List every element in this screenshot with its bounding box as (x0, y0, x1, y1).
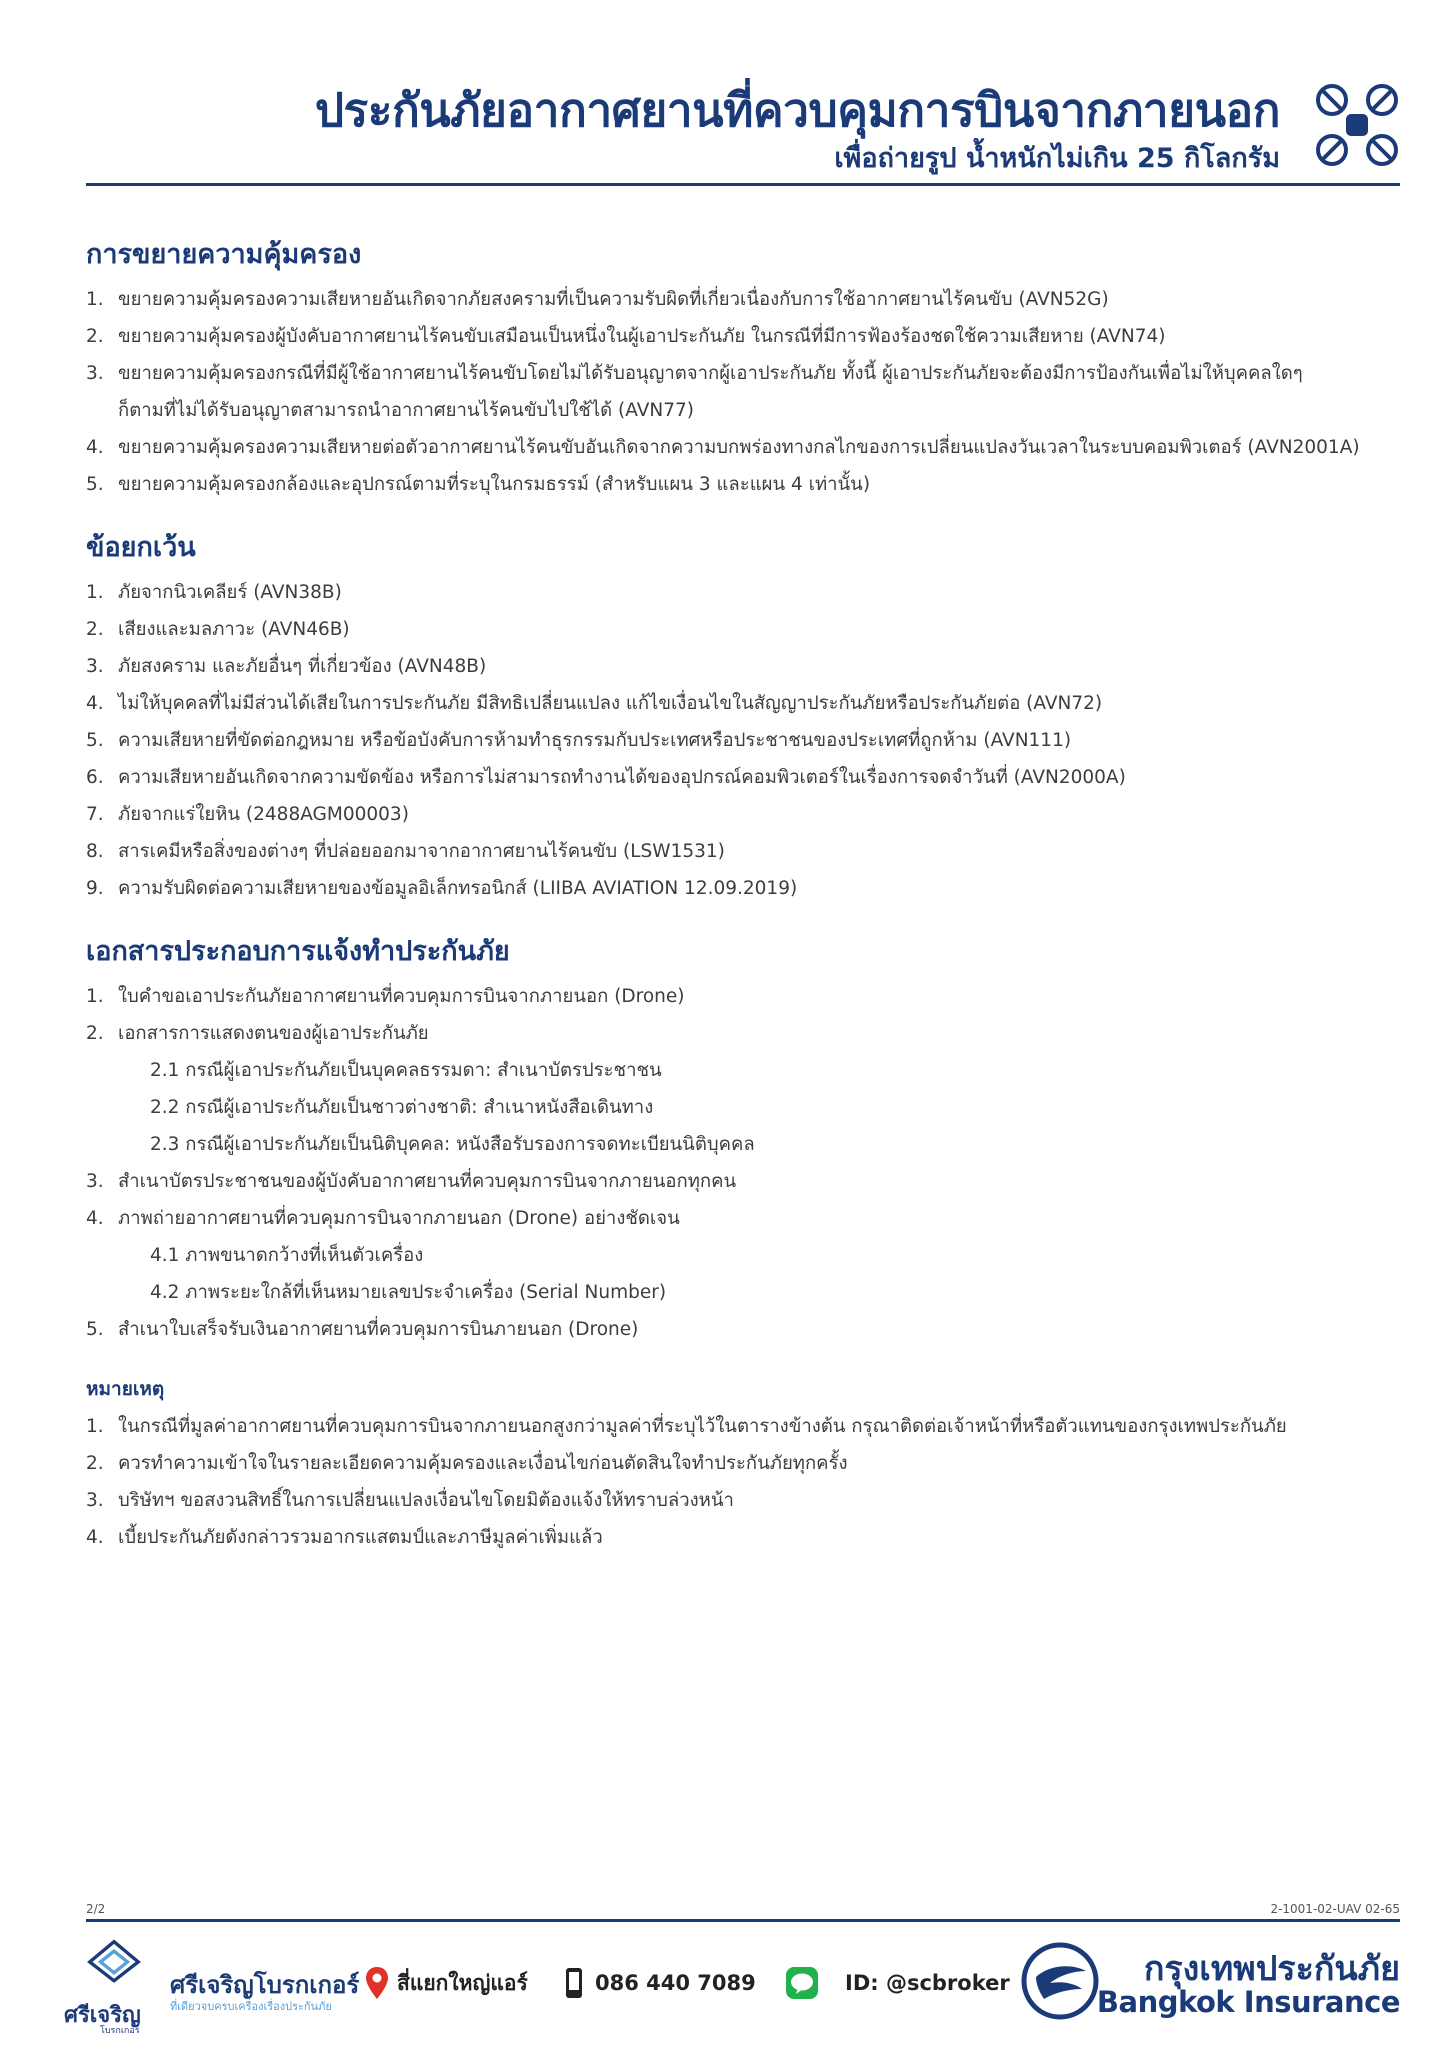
bangkok-insurance-thai-name: กรุงเทพประกันภัย (1143, 1949, 1400, 1989)
section-title-exclusions: ข้อยกเว้น (86, 532, 196, 563)
footer (60, 1935, 1400, 2035)
list-item: 2. ควรทำความเข้าใจในรายละเอียดความคุ้มครองและเงื่อนไขก่อนตัดสินใจทำประกันภัยทุกครั้ง (86, 1453, 848, 1474)
document-code: 2-1001-02-UAV 02-65 (1270, 1902, 1400, 1916)
bangkok-insurance-logo-icon (1020, 1941, 1100, 2021)
footer-meta (86, 1900, 1400, 1922)
sc-broker-logo-text: ศรีเจริญ (64, 2003, 141, 2028)
sc-broker-logo-subtext: โบรกเกอร์ (100, 2026, 140, 2036)
list-item: 4. ขยายความคุ้มครองความเสียหายต่อตัวอากาศยานไร้คนขับอันเกิดจากความบกพร่องทางกลไกของการเปลี่ยนแปลงวันเวลาในระบบคอมพิวเตอร์ (AVN2001A) (86, 437, 1360, 458)
list-item: 1. ภัยจากนิวเคลียร์ (AVN38B) (86, 582, 342, 603)
page-subtitle: เพื่อถ่ายรูป น้ำหนักไม่เกิน 25 กิโลกรัม (834, 143, 1280, 174)
exclusions-section (86, 525, 1400, 907)
documents-section (86, 929, 1400, 1348)
list-item: 5. สำเนาใบเสร็จรับเงินอากาศยานที่ควบคุมการบินภายนอก (Drone) (86, 1319, 639, 1340)
list-item: 3. บริษัทฯ ขอสงวนสิทธิ์ในการเปลี่ยนแปลงเงื่อนไขโดยมิต้องแจ้งให้ทราบล่วงหน้า (86, 1490, 734, 1511)
section-title-extension: การขยายความคุ้มครอง (86, 239, 362, 270)
sub-list-item: 2.3 กรณีผู้เอาประกันภัยเป็นนิติบุคคล: หนังสือรับรองการจดทะเบียนนิติบุคคล (150, 1134, 755, 1155)
location-pin-icon (365, 1966, 389, 2000)
list-item: 7. ภัยจากแร่ใยหิน (2488AGM00003) (86, 804, 409, 825)
sc-broker-slogan: ที่เดียวจบครบเครื่องเรื่องประกันภัย (170, 2000, 332, 2013)
list-item: 8. สารเคมีหรือสิ่งของต่างๆ ที่ปล่อยออกมาจากอากาศยานไร้คนขับ (LSW1531) (86, 841, 725, 862)
line-id: ID: @scbroker (845, 1971, 1010, 1995)
list-item: 9. ความรับผิดต่อความเสียหายของข้อมูลอิเล็กทรอนิกส์ (LIIBA AVIATION 12.09.2019) (86, 878, 798, 899)
sc-broker-name: ศรีเจริญโบรกเกอร์ (170, 1971, 360, 1999)
list-item: 4. เบี้ยประกันภัยดังกล่าวรวมอากรแสตมป์และภาษีมูลค่าเพิ่มแล้ว (86, 1527, 603, 1548)
list-item: 2. ขยายความคุ้มครองผู้บังคับอากาศยานไร้คนขับเสมือนเป็นหนึ่งในผู้เอาประกันภัย ในกรณีที่มีการฟ้องร้องชดใช้ความเสียหาย (AVN74) (86, 326, 1166, 347)
list-item: 1. ใบคำขอเอาประกันภัยอากาศยานที่ควบคุมการบินจากภายนอก (Drone) (86, 986, 685, 1007)
sub-list-item: 4.1 ภาพขนาดกว้างที่เห็นตัวเครื่อง (150, 1245, 424, 1266)
line-app-icon (785, 1966, 819, 2000)
phone-number: 086 440 7089 (595, 1971, 756, 1995)
bangkok-insurance-english-name: Bangkok Insurance (1096, 1985, 1400, 2019)
list-item: 2. เอกสารการแสดงตนของผู้เอาประกันภัย (86, 1023, 429, 1044)
drone-icon (1314, 82, 1400, 168)
page-title: ประกันภัยอากาศยานที่ควบคุมการบินจากภายนอก (314, 83, 1280, 137)
line-contact[interactable] (785, 1965, 1010, 2001)
document-body (86, 232, 1400, 1556)
list-item: 2. เสียงและมลภาวะ (AVN46B) (86, 619, 350, 640)
list-item: 6. ความเสียหายอันเกิดจากความขัดข้อง หรือการไม่สามารถทำงานได้ของอุปกรณ์คอมพิวเตอร์ในเรื่องการจดจำวันที่ (AVN2000A) (86, 767, 1126, 788)
list-item: 3. ภัยสงคราม และภัยอื่นๆ ที่เกี่ยวข้อง (AVN48B) (86, 656, 487, 677)
page-number: 2/2 (86, 1902, 106, 1916)
list-item: 5. ขยายความคุ้มครองกล้องและอุปกรณ์ตามที่ระบุในกรมธรรม์ (สำหรับแผน 3 และแผน 4 เท่านั้น) (86, 474, 871, 495)
section-title-documents: เอกสารประกอบการแจ้งทำประกันภัย (86, 936, 510, 967)
list-item: 5. ความเสียหายที่ขัดต่อกฎหมาย หรือข้อบังคับการห้ามทำธุรกรรมกับประเทศหรือประชาชนของประเทศที่ถูกห้าม (AVN111) (86, 730, 1072, 751)
list-item: 4. ภาพถ่ายอากาศยานที่ควบคุมการบินจากภายนอก (Drone) อย่างชัดเจน (86, 1208, 680, 1229)
list-item: 3. สำเนาบัตรประชาชนของผู้บังคับอากาศยานที่ควบคุมการบินจากภายนอกทุกคน (86, 1171, 737, 1192)
extension-section (86, 232, 1400, 503)
mobile-phone-icon (565, 1967, 583, 1999)
phone-contact[interactable] (565, 1965, 756, 2001)
section-title-notes: หมายเหตุ (86, 1378, 165, 1400)
sub-list-item: 2.2 กรณีผู้เอาประกันภัยเป็นชาวต่างชาติ: สำเนาหนังสือเดินทาง (150, 1097, 654, 1118)
list-item: 4. ไม่ให้บุคคลที่ไม่มีส่วนได้เสียในการประกันภัย มีสิทธิเปลี่ยนแปลง แก้ไขเงื่อนไขในสัญญาประกันภัยหรือประกันภัยต่อ (AVN72) (86, 693, 1103, 714)
sc-broker-logo-icon (64, 1939, 164, 2001)
location-contact (365, 1965, 528, 2001)
list-item: 3. ขยายความคุ้มครองกรณีที่มีผู้ใช้อากาศยานไร้คนขับโดยไม่ได้รับอนุญาตจากผู้เอาประกันภัย ทั้งนี้ ผู้เอาประกันภัยจะต้องมีการป้องกันเพื่อไม่ให้บุคคลใดๆ (86, 363, 1303, 384)
sub-list-item: 2.1 กรณีผู้เอาประกันภัยเป็นบุคคลธรรมดา: สำเนาบัตรประชาชน (150, 1060, 662, 1081)
list-item: 1. ขยายความคุ้มครองความเสียหายอันเกิดจากภัยสงครามที่เป็นความรับผิดที่เกี่ยวเนื่องกับการใช้อากาศยานไร้คนขับ (AVN52G) (86, 289, 1109, 310)
list-item-continuation: ก็ตามที่ไม่ได้รับอนุญาตสามารถนำอากาศยานไร้คนขับไปใช้ได้ (AVN77) (118, 400, 694, 421)
list-item: 1. ในกรณีที่มูลค่าอากาศยานที่ควบคุมการบินจากภายนอกสูงกว่ามูลค่าที่ระบุไว้ในตารางข้างต้น กรุณาติดต่อเจ้าหน้าที่หรือตัวแทนของกรุงเทพประกันภัย (86, 1416, 1287, 1437)
notes-section (86, 1374, 1400, 1556)
page-header (86, 64, 1400, 186)
location-text: สี่แยกใหญ่แอร์ (397, 1970, 528, 1995)
sub-list-item: 4.2 ภาพระยะใกล้ที่เห็นหมายเลขประจำเครื่อง (Serial Number) (150, 1282, 667, 1303)
